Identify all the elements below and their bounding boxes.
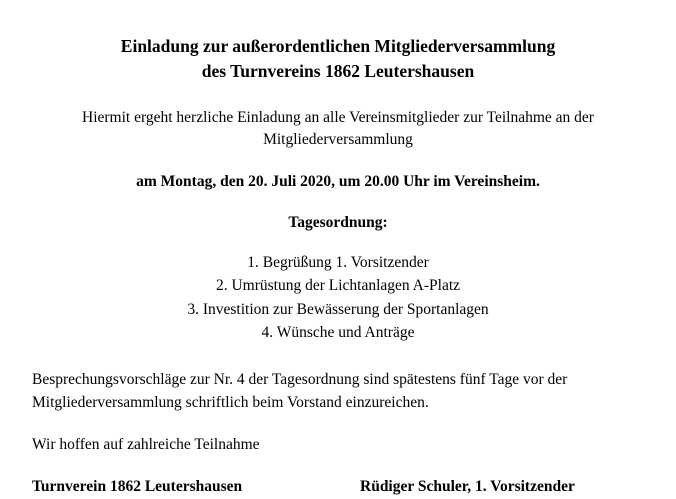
agenda-heading: Tagesordnung: <box>288 213 388 231</box>
signature-block <box>32 478 644 496</box>
title-line-1: Einladung zur außerordentlichen Mitgliederversammlung <box>120 36 556 56</box>
list-item: 4. Wünsche und Anträge <box>261 324 415 342</box>
list-item: 1. Begrüßung 1. Vorsitzender <box>247 253 429 271</box>
list-item: 2. Umrüstung der Lichtanlagen A-Platz <box>215 277 461 295</box>
closing-text: Wir hoffen auf zahlreiche Teilnahme <box>32 436 260 454</box>
list-item: 3. Investition zur Bewässerung der Sportanlagen <box>187 300 489 318</box>
signature-chairman: Rüdiger Schuler, 1. Vorsitzender <box>360 478 575 496</box>
title-line-2: des Turnvereins 1862 Leutershausen <box>201 61 475 82</box>
meeting-datetime-text: am Montag, den 20. Juli 2020, um 20.00 Uhr im Vereinsheim. <box>136 172 540 190</box>
page-title <box>32 34 644 85</box>
agenda-proposals-note: Besprechungsvorschläge zur Nr. 4 der Tagesordnung sind spätestens fünf Tage vor der Mitgliederversammlung schriftlich beim Vorstand einzureichen. <box>32 370 568 412</box>
agenda-list <box>32 251 644 345</box>
invitation-intro-text: Hiermit ergeht herzliche Einladung an alle Vereinsmitglieder zur Teilnahme an der Mitgliederversammlung <box>82 108 594 149</box>
signature-organization: Turnverein 1862 Leutershausen <box>32 478 243 496</box>
